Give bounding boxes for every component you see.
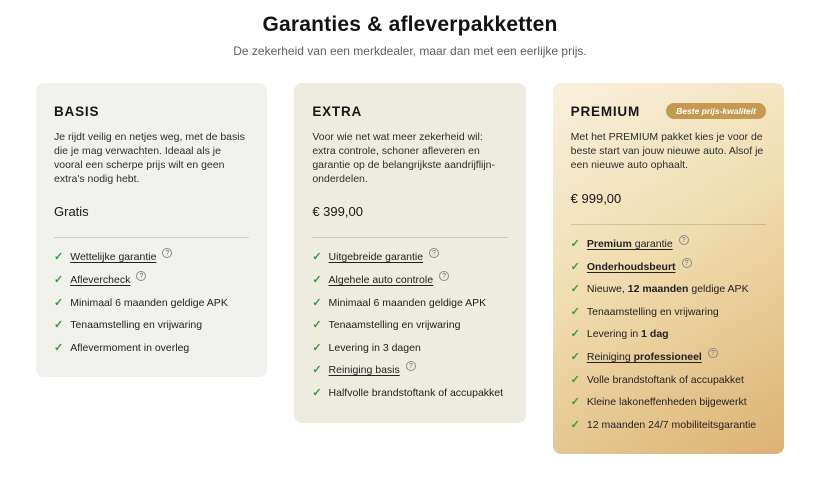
feature-label: Levering in 3 dagen: [328, 341, 421, 354]
feature-item[interactable]: [571, 346, 766, 369]
feature-item: [571, 414, 766, 437]
feature-item[interactable]: [54, 246, 249, 269]
feature-label: Volle brandstoftank of accupakket: [586, 373, 744, 386]
card-price-extra: € 399,00: [312, 204, 363, 220]
feature-label: Uitgebreide garantie: [328, 251, 424, 264]
info-icon[interactable]: ?: [429, 248, 439, 258]
feature-label: Tenaamstelling en vrijwaring: [70, 319, 203, 332]
check-icon: ✓: [570, 350, 580, 363]
info-icon[interactable]: ?: [406, 361, 416, 371]
card-header: [312, 103, 507, 119]
feature-label: Reiniging basis: [328, 364, 400, 377]
package-card-extra: [294, 83, 525, 423]
feature-item: [571, 301, 766, 324]
check-icon: ✓: [570, 396, 580, 409]
info-icon[interactable]: ?: [439, 271, 449, 281]
check-icon: ✓: [312, 251, 322, 264]
feature-label: 12 maanden 24/7 mobiliteitsgarantie: [586, 418, 757, 431]
feature-item: [571, 369, 766, 392]
card-price-premium: € 999,00: [570, 191, 622, 206]
feature-item: [312, 314, 507, 337]
package-card-premium: [553, 83, 784, 454]
check-icon: ✓: [54, 319, 64, 332]
check-icon: ✓: [312, 364, 322, 377]
feature-label: Tenaamstelling en vrijwaring: [328, 319, 461, 332]
check-icon: ✓: [312, 319, 322, 332]
feature-item[interactable]: [312, 246, 507, 269]
check-icon: ✓: [570, 328, 580, 341]
feature-label: Aflevercheck: [70, 274, 131, 287]
feature-label: Halfvolle brandstoftank of accupakket: [328, 387, 504, 399]
card-description-premium: Met het PREMIUM pakket kies je voor de beste start van jouw nieuwe auto. Alsof je een nieuwe auto ophaalt.: [570, 131, 764, 171]
feature-label: Nieuwe, 12 maanden geldige APK: [586, 283, 749, 296]
info-icon[interactable]: ?: [708, 348, 718, 358]
info-icon[interactable]: ?: [136, 271, 146, 281]
feature-label: Wettelijke garantie: [70, 251, 157, 264]
divider: [54, 237, 249, 238]
feature-label: Onderhoudsbeurt: [586, 260, 676, 273]
check-icon: ✓: [570, 305, 580, 318]
page-subtitle: De zekerheid van een merkdealer, maar dan met een eerlijke prijs.: [233, 44, 587, 58]
check-icon: ✓: [570, 373, 580, 386]
package-cards: [0, 83, 820, 454]
best-value-badge: Beste prijs-kwaliteit: [666, 103, 766, 119]
page-header: [0, 0, 820, 58]
feature-list-basis: [54, 246, 249, 359]
check-icon: ✓: [570, 260, 580, 273]
feature-item[interactable]: [312, 269, 507, 292]
check-icon: ✓: [54, 251, 64, 264]
feature-list-extra: [312, 246, 507, 404]
feature-item: [312, 337, 507, 360]
feature-item: [571, 278, 766, 301]
package-card-basis: [36, 83, 267, 377]
check-icon: ✓: [312, 341, 322, 354]
feature-item[interactable]: [571, 233, 766, 256]
info-icon[interactable]: ?: [162, 248, 172, 258]
feature-label: Tenaamstelling en vrijwaring: [586, 305, 719, 318]
check-icon: ✓: [54, 341, 64, 354]
card-header: [571, 103, 766, 119]
feature-item: [54, 337, 249, 360]
check-icon: ✓: [570, 283, 580, 296]
check-icon: ✓: [570, 238, 580, 250]
card-description-basis: Je rijdt veilig en netjes weg, met de basis die je mag verwachten. Ideaal als je vooral een scherpe prijs wilt en geen extra's nodig hebt.: [54, 131, 245, 185]
card-price-basis: Gratis: [54, 204, 89, 220]
feature-item[interactable]: [312, 359, 507, 382]
info-icon[interactable]: ?: [682, 258, 692, 268]
page-title: Garanties & afleverpakketten: [262, 13, 558, 36]
feature-item: [571, 391, 766, 414]
card-header: [54, 103, 249, 119]
feature-label: Aflevermoment in overleg: [70, 341, 190, 354]
feature-item: [54, 314, 249, 337]
feature-list-premium: [571, 233, 766, 436]
info-icon[interactable]: ?: [679, 235, 689, 245]
check-icon: ✓: [54, 296, 64, 309]
feature-item[interactable]: [571, 256, 766, 279]
feature-label: Levering in 1 dag: [586, 328, 669, 341]
feature-label: Algehele auto controle: [328, 274, 434, 287]
feature-label: Minimaal 6 maanden geldige APK: [328, 296, 487, 309]
feature-item: [54, 292, 249, 315]
check-icon: ✓: [312, 387, 322, 399]
feature-item: [571, 323, 766, 346]
feature-label: Minimaal 6 maanden geldige APK: [70, 296, 228, 309]
check-icon: ✓: [54, 274, 64, 287]
card-title-extra: EXTRA: [312, 103, 363, 119]
feature-item: [312, 292, 507, 315]
feature-item: [312, 382, 507, 405]
feature-label: Reiniging professioneel: [586, 350, 702, 363]
divider: [312, 237, 507, 238]
card-title-premium: PREMIUM: [570, 103, 641, 119]
feature-label: Kleine lakoneffenheden bijgewerkt: [586, 396, 747, 409]
check-icon: ✓: [570, 418, 580, 431]
divider: [571, 224, 766, 225]
check-icon: ✓: [312, 274, 322, 287]
check-icon: ✓: [312, 296, 322, 309]
feature-label: Premium garantie: [586, 238, 673, 250]
card-description-extra: Voor wie net wat meer zekerheid wil: extra controle, schoner afleveren en garantie op de belangrijkste aandrijflijn-onderdelen.: [312, 131, 496, 185]
card-title-basis: BASIS: [54, 103, 100, 119]
feature-item[interactable]: [54, 269, 249, 292]
